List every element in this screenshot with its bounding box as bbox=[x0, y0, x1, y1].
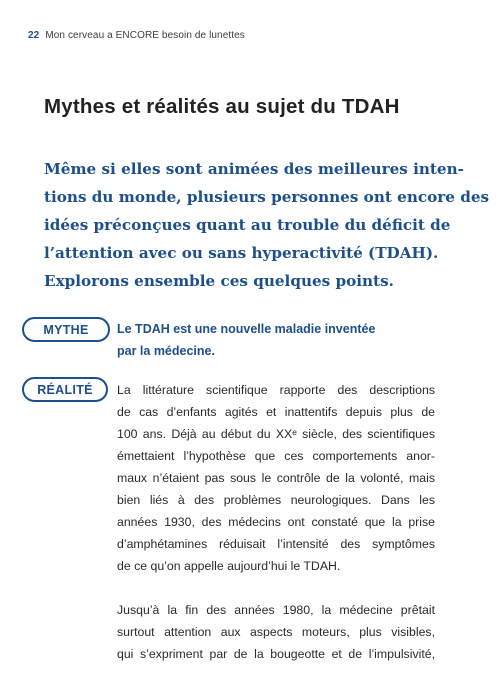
intro-line: Même si elles sont animées des meilleures inten- bbox=[44, 160, 464, 178]
intro-line: l’attention avec ou sans hyperactivité (TDAH). bbox=[44, 244, 439, 262]
reality-line: qui s’expriment par de la bougeotte et de l’impulsivité, bbox=[117, 647, 435, 661]
intro-line: tions du monde, plusieurs personnes ont encore des bbox=[44, 188, 490, 206]
myth-statement bbox=[117, 318, 457, 362]
reality-line: années 1930, des médecins ont constaté que la prise bbox=[117, 515, 435, 529]
myth-badge: MYTHE bbox=[22, 317, 110, 342]
reality-line: de cas d’enfants agités et inattentifs depuis plus de bbox=[117, 405, 435, 419]
paragraph-gap bbox=[117, 577, 435, 599]
reality-line: maux n’étaient pas sous le contrôle de la volonté, mais bbox=[117, 471, 435, 485]
intro-paragraph bbox=[44, 155, 490, 295]
reality-body bbox=[117, 379, 435, 665]
running-head bbox=[28, 30, 245, 41]
reality-line: émettaient l’hypothèse que ces comportements anor- bbox=[117, 449, 435, 463]
reality-line: bien liés à des problèmes neurologiques. Dans les bbox=[117, 493, 435, 507]
myth-line: par la médecine. bbox=[117, 344, 215, 358]
myth-line: Le TDAH est une nouvelle maladie inventée bbox=[117, 322, 376, 336]
reality-line: 100 ans. Déjà au début du XXᵉ siècle, des scientifiques bbox=[117, 427, 435, 441]
reality-line: d’amphétamines réduisait l’intensité des symptômes bbox=[117, 537, 435, 551]
intro-line: Explorons ensemble ces quelques points. bbox=[44, 272, 394, 290]
reality-line: surtout attention aux aspects moteurs, plus visibles, bbox=[117, 625, 435, 639]
reality-line: Jusqu’à la fin des années 1980, la médecine prêtait bbox=[117, 603, 435, 617]
reality-line: de ce qu’on appelle aujourd’hui le TDAH. bbox=[117, 559, 341, 573]
book-title: Mon cerveau a ENCORE besoin de lunettes bbox=[45, 30, 245, 41]
page-number: 22 bbox=[28, 30, 40, 41]
reality-badge: RÉALITÉ bbox=[22, 377, 108, 402]
section-heading: Mythes et réalités au sujet du TDAH bbox=[44, 95, 400, 118]
reality-line: La littérature scientifique rapporte des descriptions bbox=[117, 383, 435, 397]
intro-line: idées préconçues quant au trouble du déficit de bbox=[44, 216, 451, 234]
